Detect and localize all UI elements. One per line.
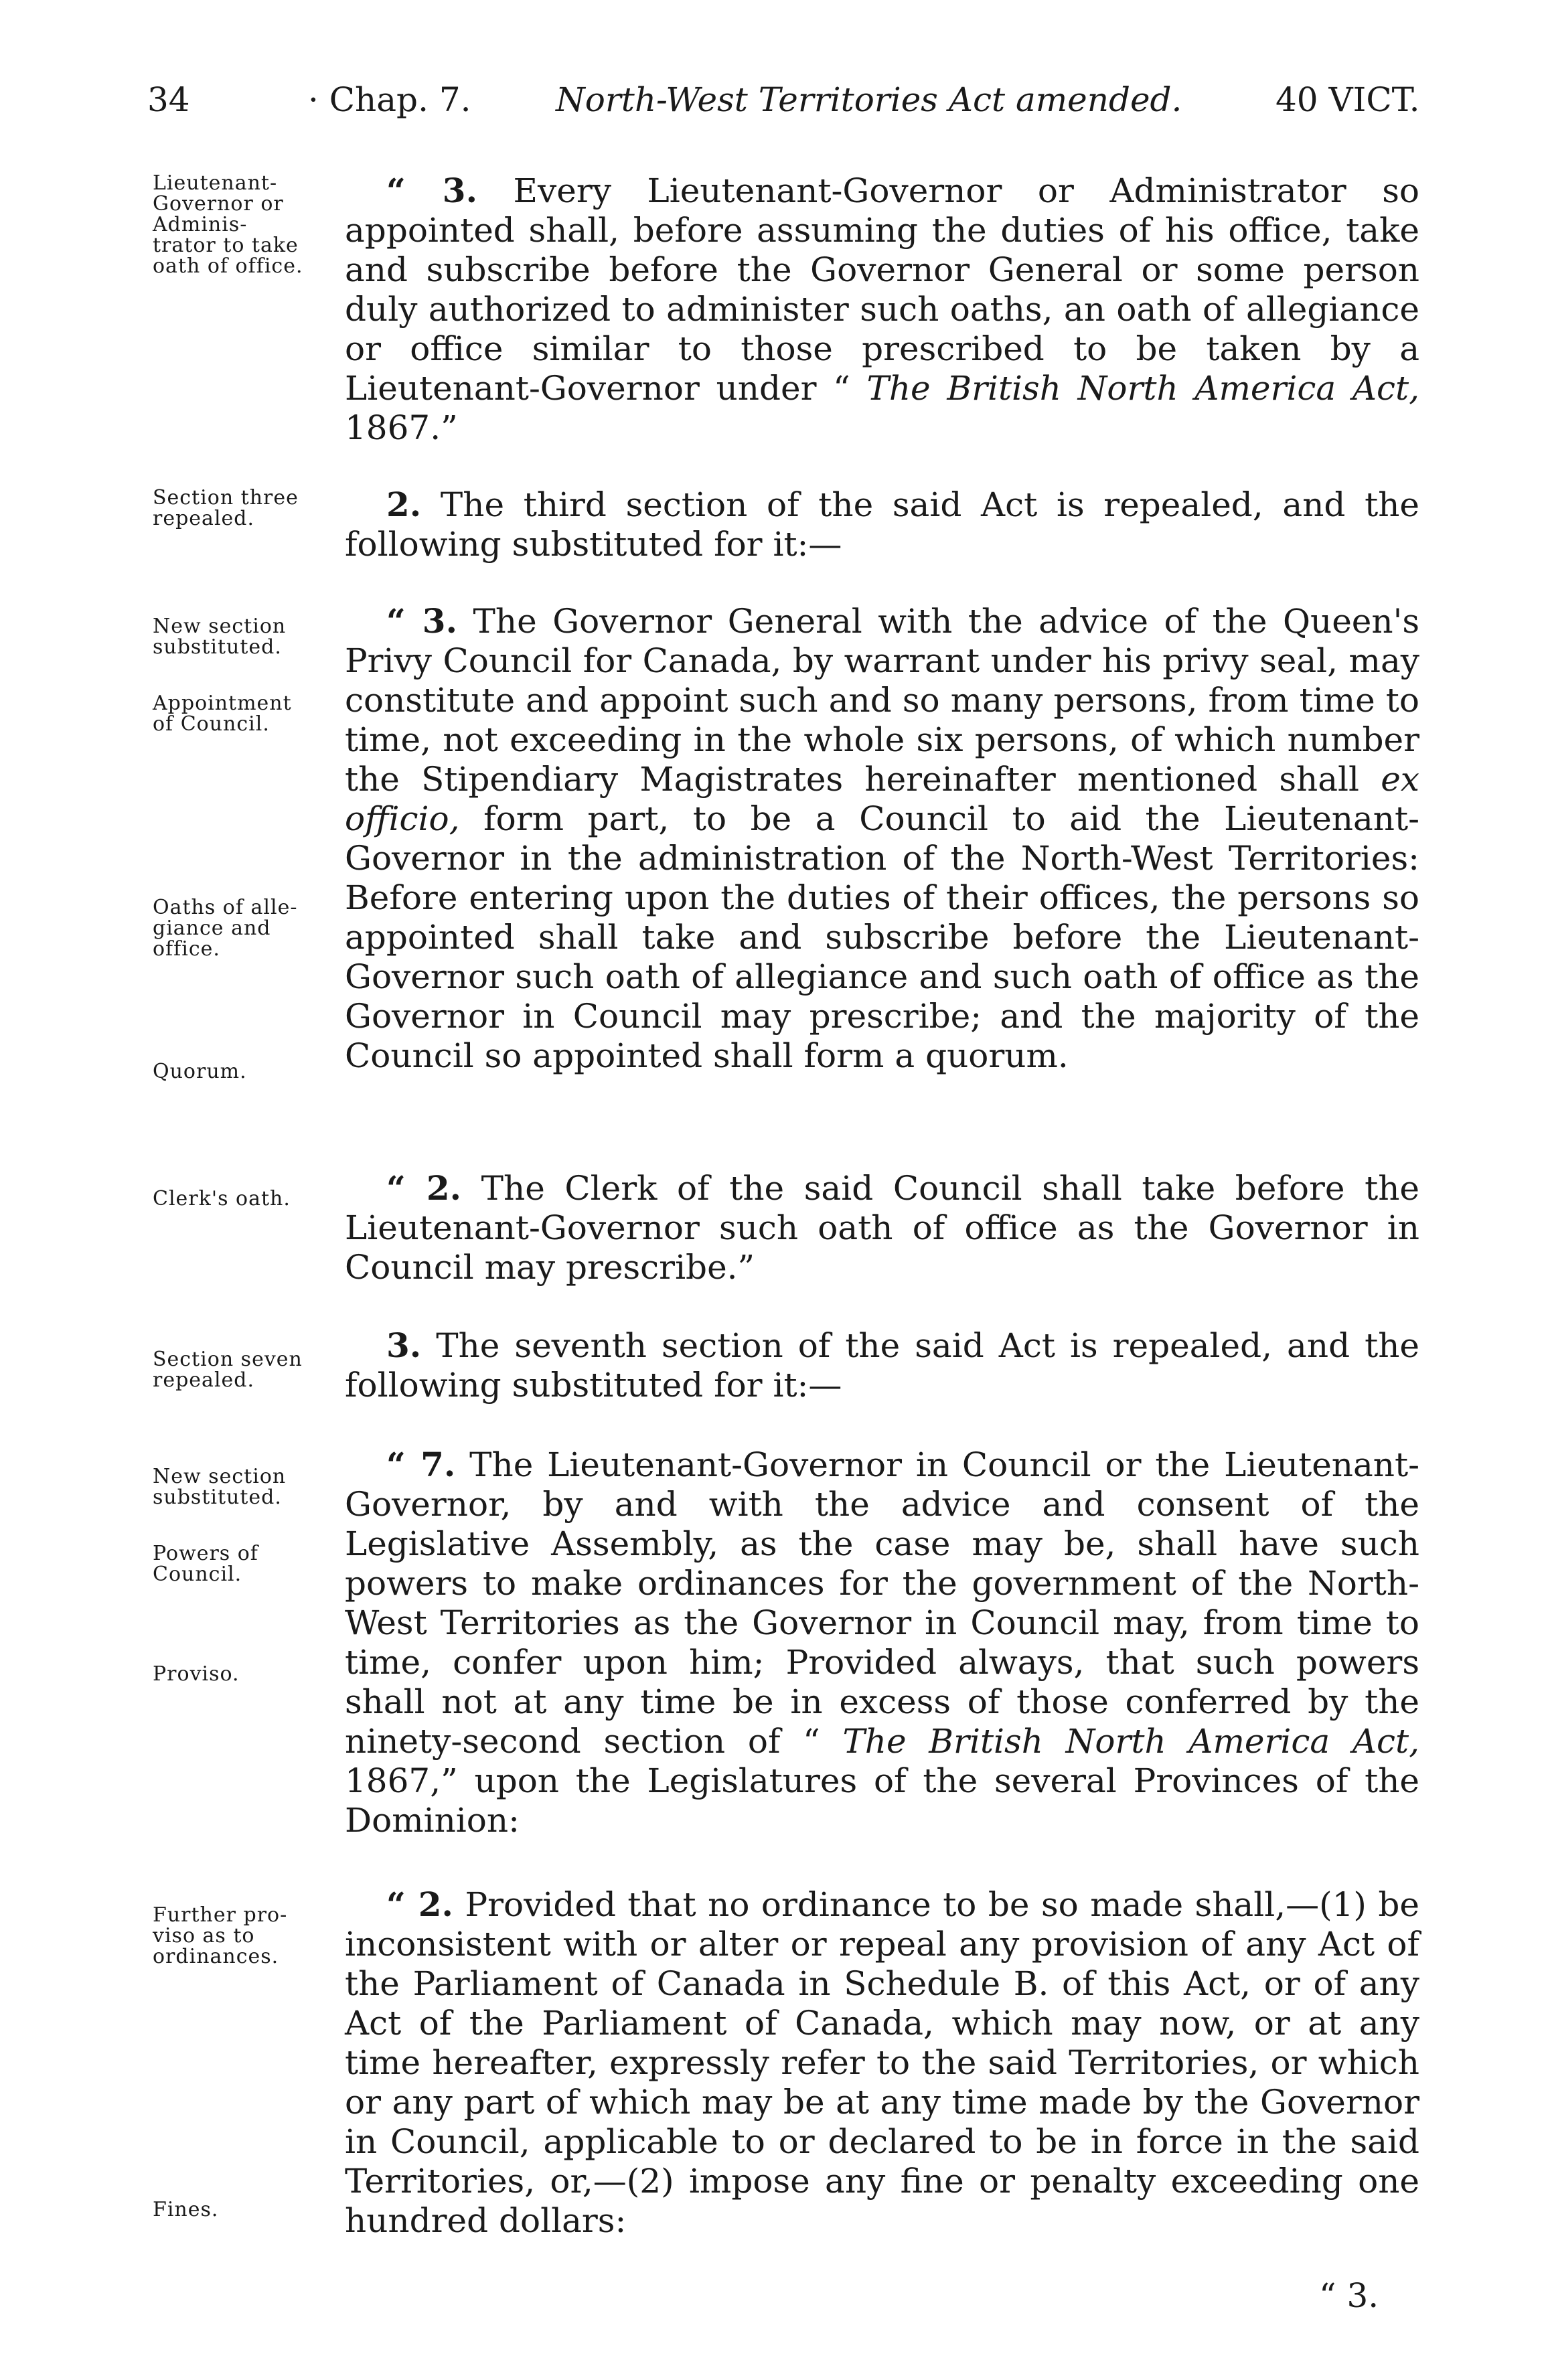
margin-note: Powers of Council. [153,1542,258,1586]
body-paragraph: “ 2. The Clerk of the said Council shall take before the Lieutenant-Governor such oath of office as the Governor in Council may prescribe.” [345,1168,1419,1287]
margin-note: Clerk's oath. [153,1187,291,1210]
margin-note: Appointment of Council. [153,692,292,736]
running-title: North-West Territories Act amended. [556,80,1182,119]
chapter-label: · Chap. 7. [308,80,471,119]
margin-note: Section three repealed. [153,486,299,530]
margin-note: New section substituted. [153,1465,287,1509]
body-paragraph: “ 3. The Governor General with the advice of the Queen's Privy Council for Canada, by warrant under his privy seal, may constitute and appoint such and so many persons, from time to time, not exceeding in the whole six persons, of which number the Stipendiary Magistrates hereinafter mentioned shall ex officio, form part, to be a Council to aid the Lieutenant-Governor in the administration of the North-West Territories: Before entering upon the duties of their offices, the persons so appointed shall take and subscribe before the Lieutenant-Governor such oath of allegiance and such oath of office as the Governor in Council may prescribe; and the majority of the Council so appointed shall form a quorum. [345,601,1419,1075]
margin-note: Lieutenant- Governor or Adminis- trator to take oath of office. [153,171,303,278]
margin-note: New section substituted. [153,615,287,659]
regnal-year: 40 VICT. [1276,80,1420,119]
body-paragraph: “ 7. The Lieutenant-Governor in Council or the Lieutenant-Governor, by and with the advice and consent of the Legislative Assembly, as the case may be, shall have such powers to make ordinances for the government of the North-West Territories as the Governor in Council may, from time to time, confer upon him; Provided always, that such powers shall not at any time be in excess of those conferred by the ninety-second section of “ The British North America Act, 1867,” upon the Legislatures of the several Provinces of the Dominion: [345,1445,1419,1840]
page-number: 34 [147,80,190,119]
margin-note: Quorum. [153,1060,247,1083]
catchword: “ 3. [1319,2276,1379,2315]
body-paragraph: “ 3. Every Lieutenant-Governor or Administrator so appointed shall, before assuming the duties of his office, take and subscribe before the Governor General or some person duly authorized to administer such oaths, an oath of allegiance or office similar to those prescribed to be taken by a Lieutenant-Governor under “ The British North America Act, 1867.” [345,171,1419,447]
margin-note: Proviso. [153,1662,240,1686]
margin-note: Fines. [153,2198,219,2221]
margin-note: Further pro- viso as to ordinances. [153,1903,288,1968]
body-paragraph: 3. The seventh section of the said Act is repealed, and the following substituted for it:— [345,1326,1419,1405]
margin-note: Section seven repealed. [153,1348,303,1392]
margin-note: Oaths of alle- giance and office. [153,896,298,961]
running-header [0,80,1546,134]
body-paragraph: 2. The third section of the said Act is repealed, and the following substituted for it:— [345,485,1419,564]
body-paragraph: “ 2. Provided that no ordinance to be so made shall,—(1) be inconsistent with or alter or repeal any provision of any Act of the Parliament of Canada in Schedule B. of this Act, or of any Act of the Parliament of Canada, which may now, or at any time hereafter, expressly refer to the said Territories, or which or any part of which may be at any time made by the Governor in Council, applicable to or declared to be in force in the said Territories, or,—(2) impose any fine or penalty exceeding one hundred dollars: [345,1885,1419,2240]
